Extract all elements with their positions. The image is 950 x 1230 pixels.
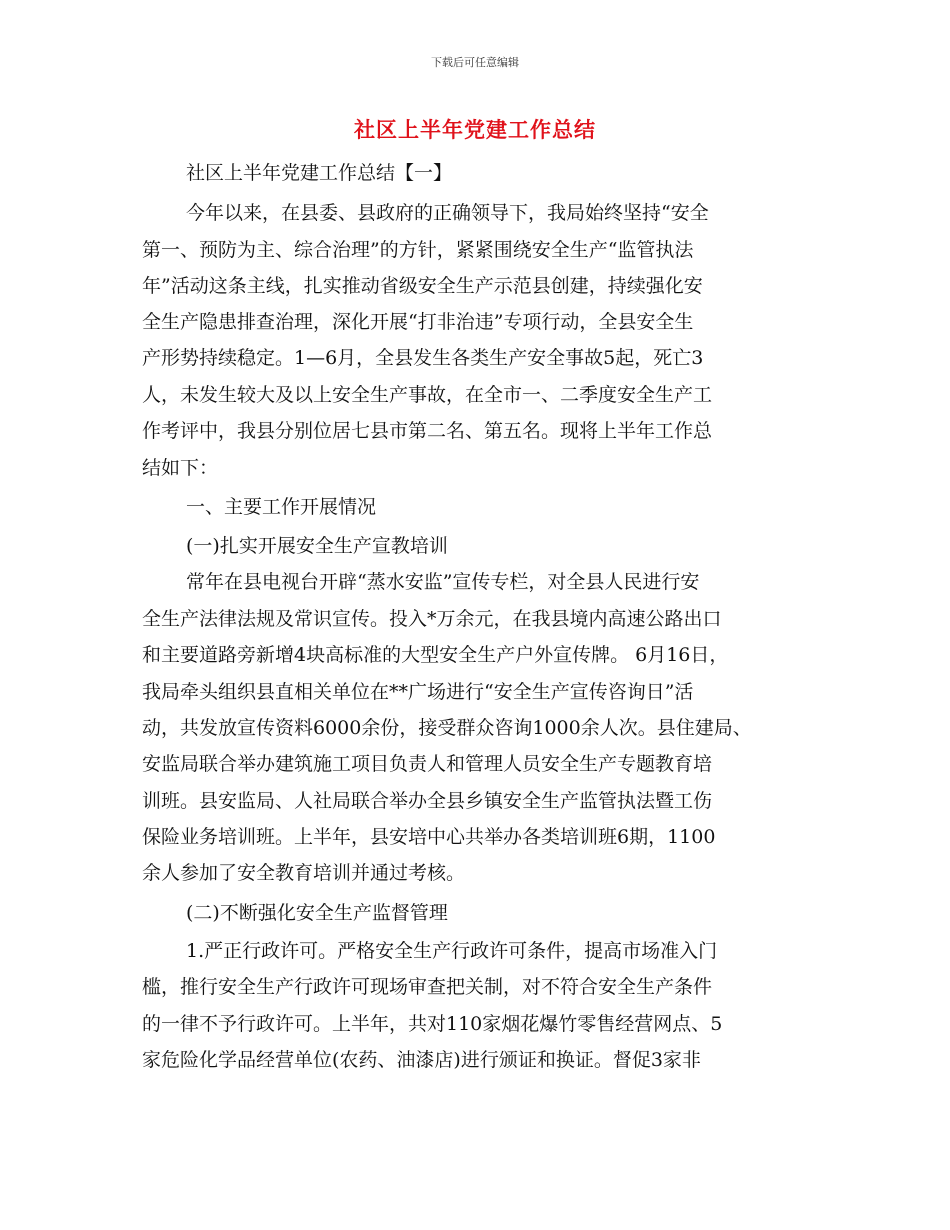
section-heading: 一、主要工作开展情况 <box>186 496 377 518</box>
paragraph-line: 余人参加了安全教育培训并通过考核。 <box>142 862 466 884</box>
paragraph-line: 我局牵头组织县直相关单位在**广场进行“安全生产宣传咨询日”活 <box>142 681 694 703</box>
paragraph-line: 槛，推行安全生产行政许可现场审查把关制，对不符合安全生产条件 <box>142 976 713 998</box>
paragraph-line: 动，共发放宣传资料6000余份，接受群众咨询1000余人次。县住建局、 <box>142 717 752 739</box>
paragraph-line: 产形势持续稳定。1—6月，全县发生各类生产安全事故5起，死亡3 <box>142 347 704 369</box>
paragraph-line: 第一、预防为主、综合治理”的方针，紧紧围绕安全生产“监管执法 <box>142 239 694 261</box>
paragraph-line: 结如下： <box>142 457 219 479</box>
paragraph-line: 的一律不予行政许可。上半年，共对110家烟花爆竹零售经营网点、5 <box>142 1013 723 1035</box>
paragraph-line: 作考评中，我县分别位居七县市第二名、第五名。现将上半年工作总 <box>142 420 713 442</box>
document-title: 社区上半年党建工作总结 <box>354 117 596 142</box>
paragraph-line: 今年以来，在县委、县政府的正确领导下，我局始终坚持“安全 <box>186 202 709 224</box>
paragraph-line: 全生产隐患排查治理，深化开展“打非治违”专项行动，全县安全生 <box>142 311 694 333</box>
paragraph-line: 安监局联合举办建筑施工项目负责人和管理人员安全生产专题教育培 <box>142 753 713 775</box>
paragraph-line: 和主要道路旁新增4块高标准的大型安全生产户外宣传牌。 6月16日， <box>142 644 729 666</box>
paragraph-line: 人，未发生较大及以上安全生产事故，在全市一、二季度安全生产工 <box>142 384 713 406</box>
paragraph-line: 常年在县电视台开辟“蒸水安监”宣传专栏，对全县人民进行安 <box>186 571 700 593</box>
paragraph-line: 家危险化学品经营单位(农药、油漆店)进行颁证和换证。督促3家非 <box>142 1049 701 1071</box>
header-note: 下载后可任意编辑 <box>431 56 519 69</box>
subtitle-line: 社区上半年党建工作总结【一】 <box>186 162 453 184</box>
subsection-heading: (二)不断强化安全生产监督管理 <box>186 902 448 924</box>
subsection-heading: (一)扎实开展安全生产宣教培训 <box>186 535 448 557</box>
paragraph-line: 全生产法律法规及常识宣传。投入*万余元，在我县境内高速公路出口 <box>142 608 722 630</box>
paragraph-line: 保险业务培训班。上半年，县安培中心共举办各类培训班6期，1100 <box>142 826 716 848</box>
paragraph-line: 1.严正行政许可。严格安全生产行政许可条件，提高市场准入门 <box>186 940 718 962</box>
paragraph-line: 训班。县安监局、人社局联合举办全县乡镇安全生产监管执法暨工伤 <box>142 790 713 812</box>
paragraph-line: 年”活动这条主线，扎实推动省级安全生产示范县创建，持续强化安 <box>142 275 703 297</box>
